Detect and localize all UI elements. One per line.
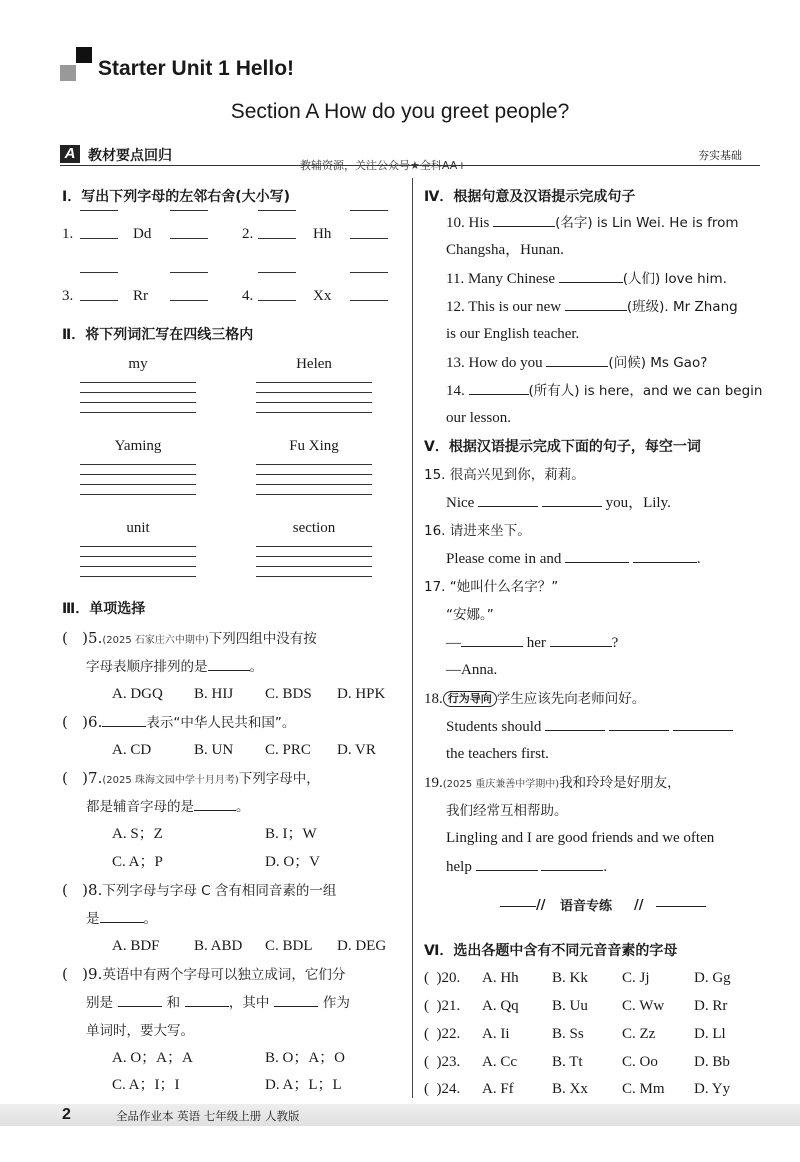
phonics-row: ( )23. [424, 1054, 461, 1070]
answer-blank[interactable] [258, 300, 296, 301]
option[interactable]: C. Ww [622, 998, 665, 1014]
answer-blank[interactable] [673, 716, 733, 731]
answer-blank[interactable] [478, 492, 538, 507]
option[interactable]: B. O；A；O [265, 1050, 346, 1066]
option[interactable]: B. UN [194, 742, 234, 758]
part2-word: my [128, 356, 148, 372]
question-17-cn2: “安娜。” [446, 607, 494, 623]
question-9-line2: 别是 和 ，其中 作为 [86, 992, 350, 1013]
answer-blank[interactable] [258, 272, 296, 273]
part2-word: unit [126, 520, 150, 536]
answer-blank[interactable] [185, 992, 229, 1007]
option[interactable]: A. DGQ [112, 686, 163, 702]
part2-word: Yaming [114, 438, 162, 454]
option[interactable]: A. Ii [482, 1026, 510, 1042]
answer-blank[interactable] [545, 716, 605, 731]
option[interactable]: A. Hh [482, 970, 519, 986]
section-title: Section A How do you greet people? [230, 100, 570, 123]
question-19-line2: help . [446, 856, 607, 877]
part1-item-letter: Dd [133, 226, 152, 242]
option[interactable]: C. A；I；I [112, 1077, 180, 1093]
footer-text: 全品作业本 英语 七年级上册 人教版 [116, 1109, 300, 1123]
phonics-slash-left: // [536, 898, 546, 913]
question-17: — her ? [446, 632, 618, 653]
answer-blank[interactable] [118, 992, 162, 1007]
question-11: 11. Many Chinese (人们) love him. [446, 268, 727, 289]
question-12-line2: is our English teacher. [446, 326, 580, 342]
option[interactable]: D. HPK [337, 686, 386, 702]
part1-item-num: 2. [242, 226, 254, 242]
option[interactable]: B. HIJ [194, 686, 234, 702]
phonics-row: ( )24. [424, 1081, 461, 1097]
answer-blank[interactable] [102, 712, 146, 727]
option[interactable]: B. I；W [265, 826, 317, 842]
option[interactable]: D. VR [337, 742, 376, 758]
option[interactable]: D. Bb [694, 1054, 730, 1070]
question-19-cn2: 我们经常互相帮助。 [446, 803, 568, 819]
answer-blank[interactable] [565, 296, 627, 311]
part1-item-num: 3. [62, 288, 74, 304]
behavior-badge: 行为导向 [443, 691, 497, 707]
option[interactable]: A. Cc [482, 1054, 517, 1070]
option[interactable]: B. Tt [552, 1054, 583, 1070]
option[interactable]: A. BDF [112, 938, 160, 954]
answer-blank[interactable] [170, 210, 208, 211]
option[interactable]: C. BDS [265, 686, 312, 702]
question-8: ( )8.下列字母与字母 C 含有相同音素的一组 [62, 881, 337, 899]
answer-blank[interactable] [469, 380, 529, 395]
header-square-black [76, 47, 92, 63]
answer-blank[interactable] [350, 300, 388, 301]
answer-blank[interactable] [565, 548, 629, 563]
part1-item-num: 4. [242, 288, 254, 304]
option[interactable]: C. Jj [622, 970, 650, 986]
answer-blank[interactable] [550, 632, 612, 647]
question-5: ( )5.(2025 石家庄六中期中)下列四组中没有按 [62, 629, 317, 647]
option[interactable]: D. Yy [694, 1081, 731, 1097]
section-a-badge: A [60, 145, 80, 163]
question-18-line2: the teachers first. [446, 746, 549, 762]
question-15: Nice you，Lily. [446, 492, 671, 513]
answer-blank[interactable] [208, 656, 250, 671]
answer-blank[interactable] [350, 210, 388, 211]
question-5-line2: 字母表顺序排列的是 。 [86, 656, 263, 677]
question-17-cn: 17. “她叫什么名字？” [424, 579, 559, 595]
option[interactable]: B. Xx [552, 1081, 588, 1097]
answer-blank[interactable] [350, 272, 388, 273]
option[interactable]: A. O；A；A [112, 1050, 193, 1066]
option[interactable]: D. DEG [337, 938, 387, 954]
question-19-cn: 19.(2025 重庆兼善中学期中)我和玲玲是好朋友， [424, 775, 681, 791]
answer-blank[interactable] [258, 238, 296, 239]
option[interactable]: B. Kk [552, 970, 588, 986]
option[interactable]: C. A；P [112, 854, 163, 870]
answer-blank[interactable] [258, 210, 296, 211]
answer-blank[interactable] [546, 352, 608, 367]
answer-blank[interactable] [493, 212, 555, 227]
part4-heading: Ⅳ．根据句意及汉语提示完成句子 [424, 189, 636, 205]
page-number: 2 [62, 1106, 71, 1123]
phonics-row: ( )20. [424, 970, 461, 986]
option[interactable]: C. Mm [622, 1081, 665, 1097]
part1-heading: Ⅰ．写出下列字母的左邻右舍(大小写) [62, 189, 291, 205]
section-a-tag: 夯实基础 [698, 149, 742, 162]
option[interactable]: C. Oo [622, 1054, 658, 1070]
answer-blank[interactable] [100, 908, 144, 923]
option[interactable]: D. Gg [694, 970, 731, 986]
unit-title: Starter Unit 1 Hello! [98, 57, 295, 80]
option[interactable]: A. CD [112, 742, 152, 758]
answer-blank[interactable] [542, 492, 602, 507]
answer-blank[interactable] [274, 992, 318, 1007]
question-14: 14. (所有人) is here，and we can begin [446, 380, 762, 401]
answer-blank[interactable] [80, 300, 118, 301]
answer-blank[interactable] [350, 238, 388, 239]
question-7-line2: 都是辅音字母的是 。 [86, 796, 250, 817]
answer-blank[interactable] [80, 210, 118, 211]
header-square-gray [60, 65, 76, 81]
question-16: Please come in and . [446, 548, 701, 569]
watermark-note: 教辅资源，关注公众号★全科AA+ [300, 159, 467, 172]
option[interactable]: D. O；V [265, 854, 320, 870]
question-6: ( )6. 表示“中华人民共和国”。 [62, 713, 296, 731]
part1-item-letter: Rr [133, 288, 148, 304]
question-14-line2: our lesson. [446, 410, 511, 426]
option[interactable]: C. BDL [265, 938, 313, 954]
option[interactable]: B. Ss [552, 1026, 584, 1042]
part1-item-num: 1. [62, 226, 74, 242]
question-9-line3: 单词时，要大写。 [86, 1023, 194, 1039]
option[interactable]: A. S；Z [112, 826, 163, 842]
answer-blank[interactable] [170, 300, 208, 301]
option[interactable]: D. Rr [694, 998, 728, 1014]
phonics-slash-right: // [634, 898, 644, 913]
option[interactable]: A. Qq [482, 998, 519, 1014]
answer-blank[interactable] [170, 238, 208, 239]
question-16-cn: 16. 请进来坐下。 [424, 523, 531, 539]
answer-blank[interactable] [80, 238, 118, 239]
part6-heading: Ⅵ．选出各题中含有不同元音音素的字母 [424, 943, 678, 959]
answer-blank[interactable] [194, 796, 236, 811]
option[interactable]: C. PRC [265, 742, 311, 758]
phonics-title: 语音专练 [560, 899, 613, 914]
option[interactable]: D. A；L；L [265, 1077, 342, 1093]
option[interactable]: B. Uu [552, 998, 588, 1014]
phonics-rule-left [500, 906, 536, 907]
answer-blank[interactable] [476, 856, 538, 871]
phonics-row: ( )21. [424, 998, 461, 1014]
question-19: Lingling and I are good friends and we often [446, 830, 715, 846]
option[interactable]: D. Ll [694, 1026, 726, 1042]
part2-heading: Ⅱ．将下列词汇写在四线三格内 [62, 327, 254, 343]
question-15-cn: 15. 很高兴见到你，莉莉。 [424, 467, 585, 483]
question-9: ( )9.英语中有两个字母可以独立成词，它们分 [62, 965, 346, 983]
part3-heading: Ⅲ．单项选择 [62, 601, 146, 617]
phonics-rule-right [656, 906, 706, 907]
section-a-title: 教材要点回归 [88, 148, 172, 164]
phonics-row: ( )22. [424, 1026, 461, 1042]
part5-heading: Ⅴ．根据汉语提示完成下面的句子，每空一词 [424, 439, 701, 455]
answer-blank[interactable] [559, 268, 623, 283]
question-17-answer: —Anna. [446, 662, 498, 678]
question-13: 13. How do you (问候) Ms Gao? [446, 352, 707, 373]
part2-word: section [292, 520, 336, 536]
question-8-line2: 是 。 [86, 908, 157, 929]
question-10-line2: Changsha，Hunan. [446, 242, 564, 258]
option[interactable]: B. ABD [194, 938, 243, 954]
option[interactable]: C. Zz [622, 1026, 656, 1042]
answer-blank[interactable] [633, 548, 697, 563]
answer-blank[interactable] [80, 272, 118, 273]
answer-blank[interactable] [609, 716, 669, 731]
question-18: Students should [446, 716, 733, 737]
answer-blank[interactable] [541, 856, 603, 871]
answer-blank[interactable] [170, 272, 208, 273]
question-18-cn: 18. 行为导向 学生应该先向老师问好。 [424, 691, 646, 707]
question-7: ( )7.(2025 珠海文园中学十月月考)下列字母中， [62, 769, 320, 787]
answer-blank[interactable] [461, 632, 523, 647]
question-12: 12. This is our new (班级). Mr Zhang [446, 296, 738, 317]
part1-item-letter: Hh [313, 226, 332, 242]
question-10: 10. His (名字) is Lin Wei. He is from [446, 212, 739, 233]
column-divider [412, 178, 413, 1098]
part2-word: Fu Xing [289, 438, 339, 454]
part1-item-letter: Xx [313, 288, 332, 304]
part2-word: Helen [296, 356, 332, 372]
option[interactable]: A. Ff [482, 1081, 514, 1097]
